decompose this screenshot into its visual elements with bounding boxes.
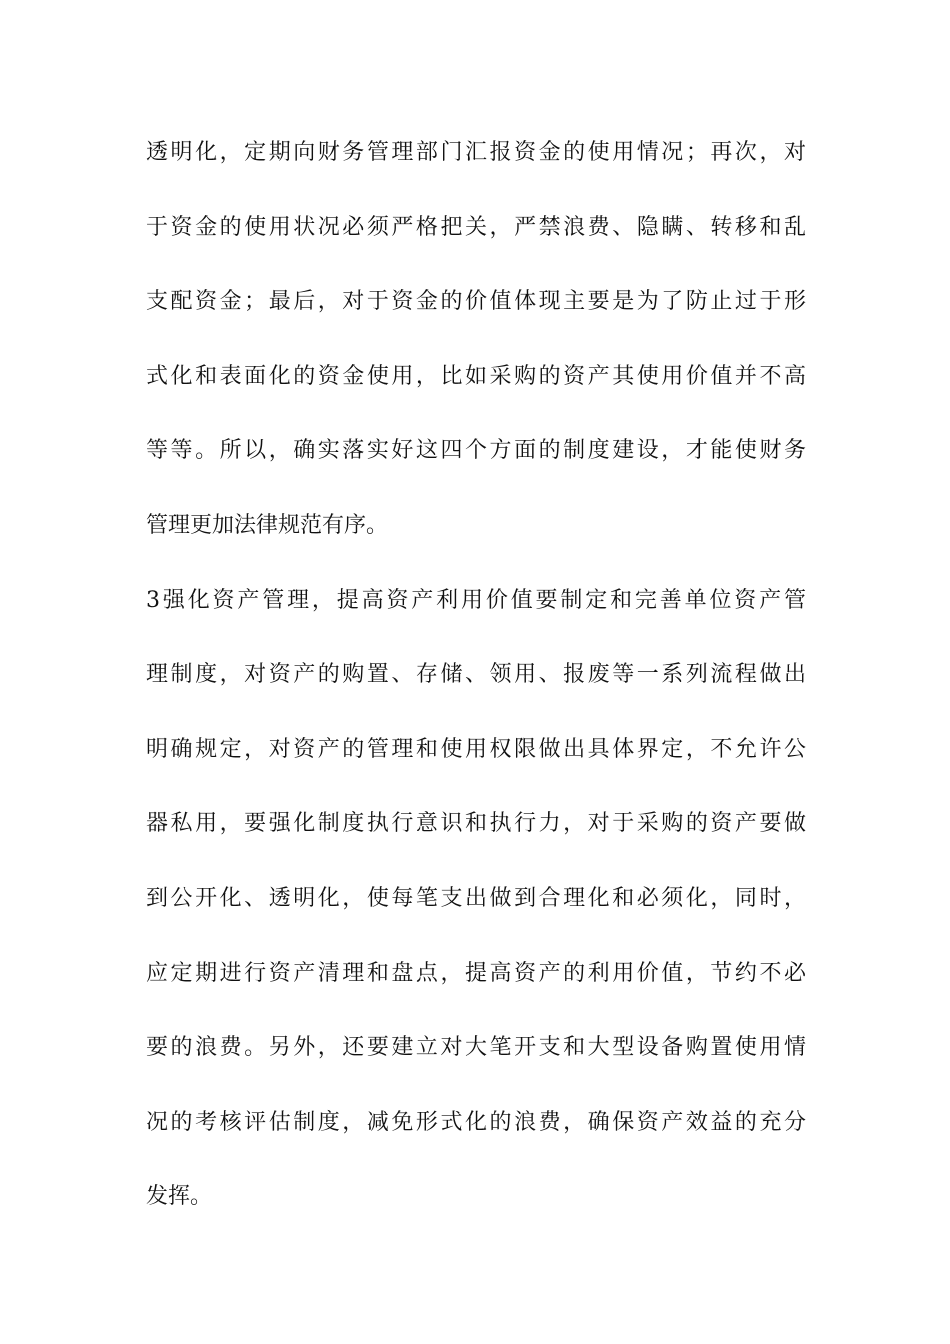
text-line: 器私用，要强化制度执行意识和执行力，对于采购的资产要做 <box>146 811 806 837</box>
text-line: 要的浪费。另外，还要建立对大笔开支和大型设备购置使用情 <box>146 1035 806 1061</box>
text-line: 明确规定，对资产的管理和使用权限做出具体界定，不允许公 <box>146 736 806 762</box>
text-line: 支配资金；最后，对于资金的价值体现主要是为了防止过于形 <box>146 289 806 315</box>
text-line: 等等。所以，确实落实好这四个方面的制度建设，才能使财务 <box>146 438 806 464</box>
text-line: 3强化资产管理，提高资产利用价值要制定和完善单位资产管 <box>146 587 806 613</box>
text-line: 管理更加法律规范有序。 <box>146 512 389 538</box>
document-body <box>146 132 806 1251</box>
paragraph-2 <box>146 580 806 1251</box>
text-line: 透明化，定期向财务管理部门汇报资金的使用情况；再次，对 <box>146 140 806 165</box>
text-line: 理制度，对资产的购置、存储、领用、报废等一系列流程做出 <box>146 662 806 688</box>
text-line: 于资金的使用状况必须严格把关，严禁浪费、隐瞒、转移和乱 <box>146 214 806 240</box>
text-line: 应定期进行资产清理和盘点，提高资产的利用价值，节约不必 <box>146 960 806 986</box>
paragraph-1 <box>146 132 806 580</box>
text-line: 发挥。 <box>146 1184 213 1210</box>
text-line: 况的考核评估制度，减免形式化的浪费，确保资产效益的充分 <box>146 1109 806 1135</box>
text-line: 式化和表面化的资金使用，比如采购的资产其使用价值并不高 <box>146 363 806 389</box>
text-line: 到公开化、透明化，使每笔支出做到合理化和必须化，同时， <box>146 885 806 911</box>
